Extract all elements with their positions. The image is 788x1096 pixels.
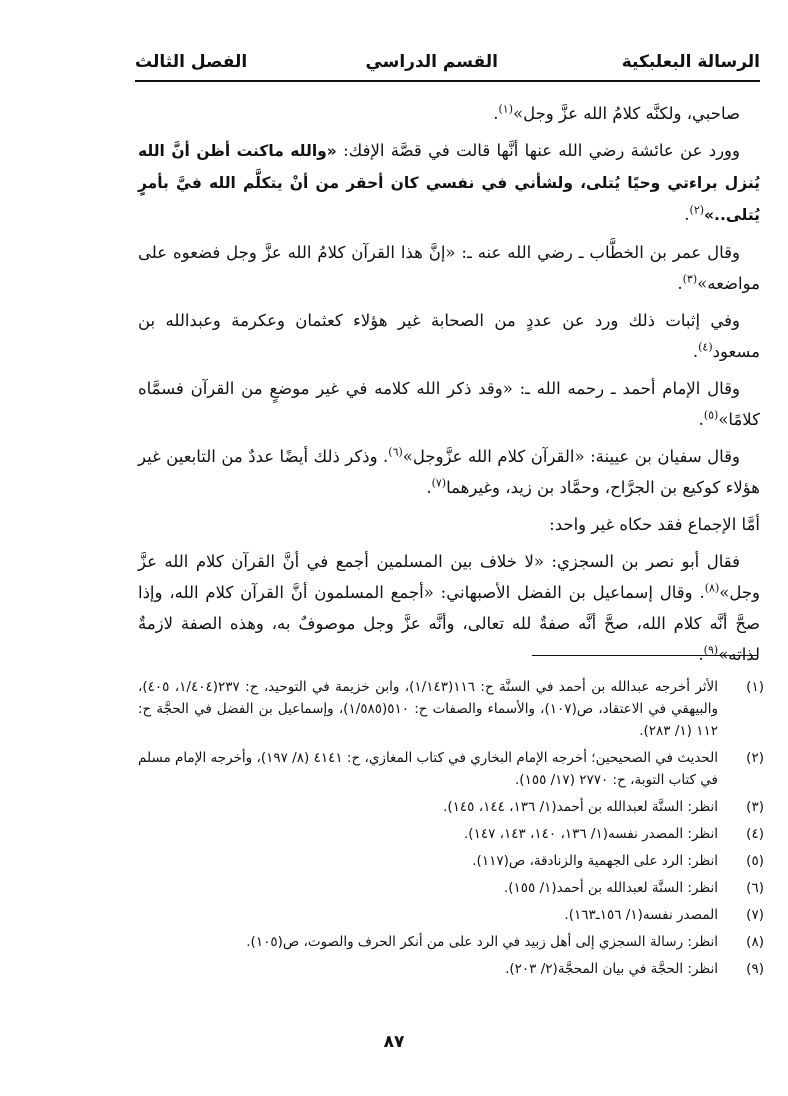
book-title: الرسالة البعلبكية [621,52,760,72]
paragraph-text: فقال أبو نصر بن السجزي: «لا خلاف بين المسلمين أجمع في أنَّ القرآن كلام الله عزَّ وجل» [138,552,760,602]
paragraph-text: . وذكر ذلك أيضًا عددٌ من التابعين غير هؤلاء كوكيع بن الجرَّاح، وحمَّاد بن زيد، وغيرهما [138,447,760,497]
paragraph-text: . [426,478,432,497]
footnote-number: (٤) [746,826,764,842]
footnote-text: انظر: المصدر نفسه(١/ ١٣٦، ١٤٠، ١٤٣، ١٤٧). [464,826,718,842]
paragraph-text: وفي إثبات ذلك ورد عن عددٍ من الصحابة غير هؤلاء كعثمان وعكرمة وعبدالله بن مسعود [138,311,760,361]
paragraph-text: . [692,342,699,361]
footnote-number: (٧) [746,907,764,923]
paragraph-text: «والله ماكنت أظن أنَّ الله يُنزل براءتي وحيًا يُتلى، ولشأني في نفسي كان أحقر من أنْ يتكلَّم الله فيَّ بأمرٍ يُتلى..» [138,142,760,224]
footnote-number: (٩) [746,961,764,977]
paragraph [138,98,760,129]
paragraph [138,546,760,670]
section-title: القسم الدراسي [365,52,498,72]
footnote-ref: (٤) [698,340,713,354]
running-header [135,48,760,78]
footnote-ref: (٦) [388,445,403,459]
paragraph [138,305,760,367]
footnote-text: انظر: السنَّة لعبدالله بن أحمد(١/ ١٣٦، ١٤٤، ١٤٥). [443,799,718,815]
footnote-ref: (٢) [689,203,705,217]
footnote-number: (٥) [746,853,764,869]
footnote [138,747,764,791]
footnote [138,904,764,926]
footnote-number: (٨) [746,934,764,950]
paragraph [138,135,760,231]
paragraph [138,441,760,503]
footnote-text: انظر: السنَّة لعبدالله بن أحمد(١/ ١٥٥). [503,880,718,896]
paragraph-text: . [684,205,690,224]
footnotes [138,676,764,985]
footnote-text: المصدر نفسه(١/ ١٥٦ـ١٦٣). [564,907,718,923]
footnote [138,931,764,953]
paragraph-text: . [698,410,704,429]
footnote-ref: (١) [498,102,513,116]
paragraph-text: . [698,645,704,664]
paragraph-text: . [493,104,499,123]
footnote-text: انظر: الرد على الجهمية والزنادقة، ص(١١٧). [472,853,718,869]
footnote-separator [532,655,758,656]
chapter-title: الفصل الثالث [135,52,248,72]
footnote-number: (٦) [746,880,764,896]
footnote-number: (٢) [746,750,764,766]
paragraph-text: وقال الإمام أحمد ـ رحمه الله ـ: «وقد ذكر الله كلامه في غير موضعٍ من القرآن فسمَّاه كلامًا» [138,379,760,429]
footnote-ref: (٧) [431,476,447,490]
footnote [138,676,764,742]
paragraph-text: أمَّا الإجماع فقد حكاه غير واحد: [549,515,760,534]
paragraph [138,373,760,435]
header-rule [135,80,760,82]
footnote-number: (١) [746,679,764,695]
footnote-ref: (٣) [682,272,698,286]
footnote-number: (٣) [746,799,764,815]
footnote-text: انظر: الحجَّة في بيان المحجَّة(٢/ ٢٠٣). [505,961,718,977]
footnote [138,796,764,818]
paragraph-text: وورد عن عائشة رضي الله عنها أنَّها قالت في قصَّة الإفك: [336,141,740,160]
page-number: ٨٧ [383,1032,405,1052]
paragraph [138,237,760,299]
footnote-text: الأثر أخرجه عبدالله بن أحمد في السنَّة ح: ١١٦(١/١٤٣)، وابن خزيمة في التوحيد، ح: ٢٣٧(١/٤٠٤، ٤٠٥)، والبيهقي في الاعتقاد، ص(١٠٧)، والأسماء والصفات ح: ٥١٠(١/٥٨٥)، وإسماعيل بن الفضل في الحجَّة ح: ١١٢ (١/ ٢٨٣). [138,679,718,739]
footnote-ref: (٩) [703,643,719,657]
footnote [138,877,764,899]
footnote-text: انظر: رسالة السجزي إلى أهل زبيد في الرد على من أنكر الحرف والصوت، ص(١٠٥). [246,934,718,950]
paragraph-text: . وقال إسماعيل بن الفضل الأصبهاني: «أجمع المسلمون أنَّ القرآن كلام الله، وإذا صحَّ أنَّه كلام الله، صحَّ أنَّه صفةٌ لله تعالى، وأنَّه عزَّ وجل موصوفٌ به، وهذه الصفة لازمةٌ لذاته» [138,583,760,664]
main-text [138,98,760,676]
paragraph-text: . [677,274,683,293]
footnote [138,823,764,845]
footnote-ref: (٥) [703,408,719,422]
footnote [138,850,764,872]
footnote [138,958,764,980]
paragraph-text: وقال عمر بن الخطَّاب ـ رضي الله عنه ـ: «إنَّ هذا القرآن كلامُ الله عزَّ وجل فضعوه على مواضعه» [138,243,760,293]
footnote-ref: (٨) [704,581,720,595]
paragraph-text: صاحبي، ولكنَّه كلامُ الله عزَّ وجل» [513,104,740,123]
paragraph [138,509,760,540]
paragraph-text: وقال سفيان بن عيينة: «القرآن كلام الله عزَّوجل» [402,447,740,466]
footnote-text: الحديث في الصحيحين؛ أخرجه الإمام البخاري في كتاب المغازي، ح: ٤١٤١ (٨/ ١٩٧)، وأخرجه الإمام مسلم في كتاب التوبة، ح: ٢٧٧٠ (١٧/ ١٥٥). [138,750,719,788]
